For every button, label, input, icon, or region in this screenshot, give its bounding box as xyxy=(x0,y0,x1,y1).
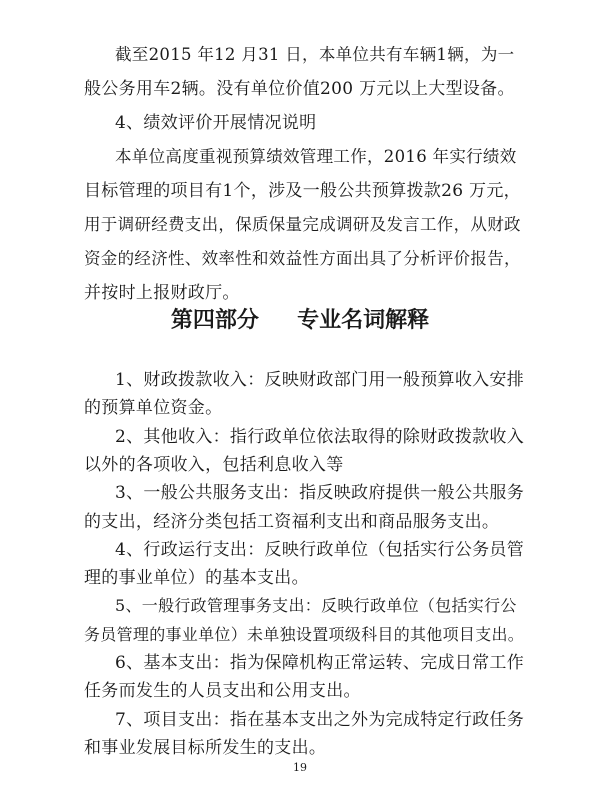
term-line: 理的事业单位）的基本支出。 xyxy=(84,568,309,589)
term-line: 和事业发展目标所发生的支出。 xyxy=(84,737,327,758)
term-line: 务员管理的事业单位）未单独设置项级科目的其他项目支出。 xyxy=(84,624,525,644)
paragraph-line: 并按时上报财政厅。 xyxy=(84,283,240,303)
term-line: 6、基本支出：指为保障机构正常运转、完成日常工作 xyxy=(115,653,525,673)
paragraph-line: 本单位高度重视预算绩效管理工作，2016 年实行绩效 xyxy=(115,147,517,166)
subsection-heading: 4、绩效评价开展情况说明 xyxy=(115,113,317,133)
term-line: 4、行政运行支出：反映行政单位（包括实行公务员管 xyxy=(115,539,525,560)
term-line: 2、其他收入：指行政单位依法取得的除财政拨款收入 xyxy=(115,426,525,447)
term-line: 7、项目支出：指在基本支出之外为完成特定行政任务 xyxy=(115,709,525,730)
term-line: 以外的各项收入，包括利息收入等 xyxy=(84,454,344,475)
paragraph-line: 般公务用车2辆。没有单位价值200 万元以上大型设备。 xyxy=(84,79,515,99)
term-line: 的预算单位资金。 xyxy=(84,398,223,419)
term-line: 5、一般行政管理事务支出：反映行政单位（包括实行公 xyxy=(115,596,517,616)
paragraph-line: 资金的经济性、效率性和效益性方面出具了分析评价报告， xyxy=(84,249,521,268)
term-line: 1、财政拨款收入：反映财政部门用一般预算收入安排 xyxy=(115,370,525,390)
paragraph-line: 目标管理的项目有1个，涉及一般公共预算拨款26 万元， xyxy=(84,181,521,201)
paragraph-line: 截至2015 年12 月31 日，本单位共有车辆1辆，为一 xyxy=(115,45,515,64)
term-line: 的支出，经济分类包括工资福利支出和商品服务支出。 xyxy=(84,511,500,532)
term-line: 任务而发生的人员支出和公用支出。 xyxy=(84,681,361,702)
paragraph-line: 用于调研经费支出，保质保量完成调研及发言工作，从财政 xyxy=(84,215,521,234)
page-number: 19 xyxy=(293,761,307,774)
section-heading: 第四部分 专业名词解释 xyxy=(170,308,430,333)
term-line: 3、一般公共服务支出：指反映政府提供一般公共服务 xyxy=(115,483,525,504)
